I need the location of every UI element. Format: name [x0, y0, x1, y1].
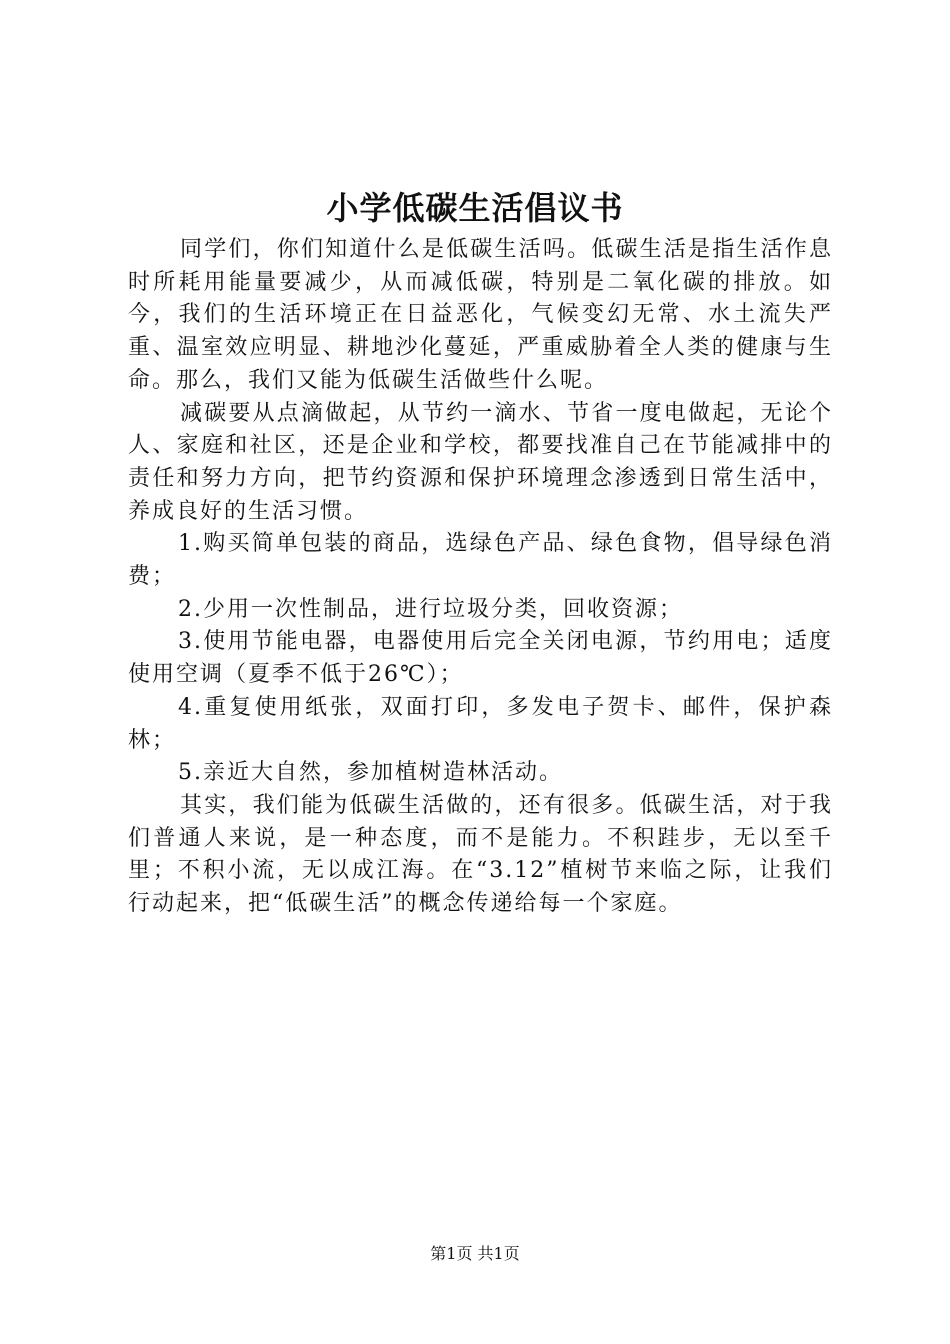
- closing-paragraph: 其实，我们能为低碳生活做的，还有很多。低碳生活，对于我们普通人来说，是一种态度，而不是能力。不积跬步，无以至千里；不积小流，无以成江海。在“3.12”植树节来临之际，让我们行动起来，把“低碳生活”的概念传递给每一个家庭。: [128, 792, 833, 917]
- list-item: 3.使用节能电器，电器使用后完全关闭电源，节约用电；适度使用空调（夏季不低于26℃）；: [128, 629, 833, 688]
- intro-paragraph: 同学们，你们知道什么是低碳生活吗。低碳生活是指生活作息时所耗用能量要减少，从而减低碳，特别是二氧化碳的排放。如今，我们的生活环境正在日益恶化，气候变幻无常、水土流失严重、温室效应明显、耕地沙化蔓延，严重威胁着全人类的健康与生命。那么，我们又能为低碳生活做些什么呢。: [128, 237, 833, 393]
- action-paragraph: 减碳要从点滴做起，从节约一滴水、节省一度电做起，无论个人、家庭和社区，还是企业和学校，都要找准自己在节能减排中的责任和努力方向，把节约资源和保护环境理念渗透到日常生活中，养成良好的生活习惯。: [128, 400, 833, 524]
- page-number-footer: 第1页 共1页: [430, 1244, 520, 1263]
- list-item: 2.少用一次性制品，进行垃圾分类，回收资源；: [178, 596, 683, 622]
- document-body: [128, 234, 833, 921]
- page-title: 小学低碳生活倡议书: [326, 189, 624, 227]
- list-item: 4.重复使用纸张，双面打印，多发电子贺卡、邮件，保护森林；: [128, 694, 833, 753]
- list-item: 5.亲近大自然，参加植树造林活动。: [178, 760, 563, 786]
- list-item: 1.购买简单包装的商品，选绿色产品、绿色食物，倡导绿色消费；: [128, 531, 833, 590]
